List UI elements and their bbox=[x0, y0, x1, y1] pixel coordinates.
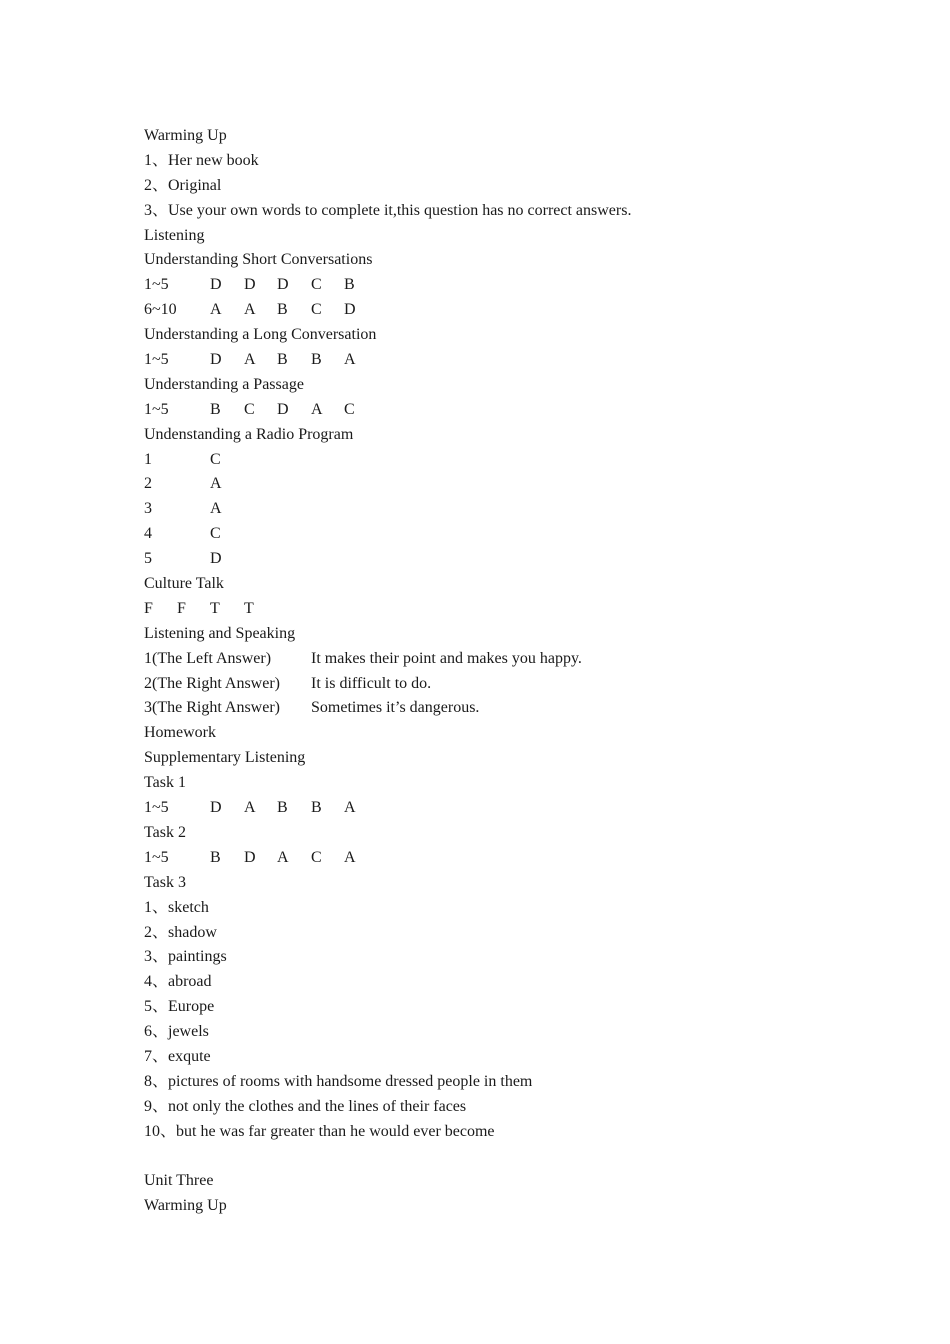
answer: F bbox=[177, 599, 186, 617]
answer: A bbox=[277, 848, 289, 866]
answer: A bbox=[210, 475, 222, 493]
task3-item: 4、abroad bbox=[144, 973, 212, 991]
answer: B bbox=[344, 276, 355, 294]
unit-three-warming-up-heading: Warming Up bbox=[144, 1197, 227, 1215]
true-false-row bbox=[144, 597, 904, 622]
answer-row bbox=[144, 672, 904, 697]
task3-item: 6、jewels bbox=[144, 1023, 209, 1041]
answer: C bbox=[311, 276, 322, 294]
warming-up-heading: Warming Up bbox=[144, 127, 227, 144]
answer: A bbox=[344, 799, 356, 817]
warming-up-item: 3、Use your own words to complete it,this question has no correct answers. bbox=[144, 201, 632, 219]
answer: D bbox=[210, 276, 222, 294]
task3-item: 7、exqute bbox=[144, 1047, 211, 1065]
answer: D bbox=[210, 550, 222, 568]
listening-heading: Listening bbox=[144, 226, 205, 244]
task3-item: 10、but he was far greater than he would ever become bbox=[144, 1122, 495, 1140]
warming-up-item: 1、Her new book bbox=[144, 151, 259, 169]
answer: B bbox=[277, 351, 288, 369]
answer: B bbox=[311, 351, 322, 369]
answer: C bbox=[210, 450, 221, 468]
answer: A bbox=[344, 848, 356, 866]
answer-row-label: 5 bbox=[144, 550, 152, 568]
task3-item: 5、Europe bbox=[144, 998, 215, 1016]
answer: C bbox=[210, 525, 221, 543]
supplementary-listening-heading: Supplementary Listening bbox=[144, 749, 306, 767]
answer: C bbox=[344, 400, 355, 418]
answer: It is difficult to do. bbox=[311, 674, 432, 692]
answer-row bbox=[144, 273, 904, 298]
answer-row-label: 1~5 bbox=[144, 848, 169, 866]
answer-row-label: 2 bbox=[144, 475, 152, 493]
answer: A bbox=[311, 400, 323, 418]
answer: It makes their point and makes you happy. bbox=[311, 649, 582, 667]
answer-row bbox=[144, 472, 904, 497]
answer: D bbox=[277, 400, 289, 418]
task2-heading: Task 2 bbox=[144, 823, 186, 841]
answer-row-label: 1~5 bbox=[144, 799, 169, 817]
answer-row bbox=[144, 846, 904, 871]
radio-program-heading: Undenstanding a Radio Program bbox=[144, 425, 354, 443]
answer-row-label: 4 bbox=[144, 525, 152, 543]
answer: D bbox=[277, 276, 289, 294]
answer: A bbox=[344, 351, 356, 369]
document-page bbox=[144, 124, 904, 1219]
short-conversations-heading: Understanding Short Conversations bbox=[144, 251, 373, 269]
blank-line bbox=[144, 1145, 904, 1170]
answer-row bbox=[144, 298, 904, 323]
answer: D bbox=[344, 301, 356, 319]
answer-row bbox=[144, 448, 904, 473]
answer: B bbox=[277, 799, 288, 817]
answer-row-label: 1 bbox=[144, 450, 152, 468]
answer-row bbox=[144, 348, 904, 373]
answer-row-label: 1~5 bbox=[144, 400, 169, 418]
answer: D bbox=[244, 848, 256, 866]
task3-heading: Task 3 bbox=[144, 873, 186, 891]
answer-row-label: 1~5 bbox=[144, 351, 169, 369]
answer: A bbox=[244, 301, 256, 319]
answer: D bbox=[210, 351, 222, 369]
long-conversation-heading: Understanding a Long Conversation bbox=[144, 326, 377, 344]
answer: D bbox=[210, 799, 222, 817]
answer: B bbox=[210, 848, 221, 866]
answer: B bbox=[277, 301, 288, 319]
answer: T bbox=[210, 599, 220, 617]
warming-up-item: 2、Original bbox=[144, 176, 222, 194]
answer-row-label: 2(The Right Answer) bbox=[144, 674, 280, 692]
answer-row-label: 6~10 bbox=[144, 301, 177, 319]
answer: D bbox=[244, 276, 256, 294]
answer-row bbox=[144, 696, 904, 721]
answer-row bbox=[144, 796, 904, 821]
answer-row-label: 1(The Left Answer) bbox=[144, 649, 272, 667]
homework-heading: Homework bbox=[144, 724, 216, 742]
answer-row-label: 3(The Right Answer) bbox=[144, 699, 280, 717]
answer: A bbox=[210, 500, 222, 518]
answer-row bbox=[144, 647, 904, 672]
answer-row-label: 1~5 bbox=[144, 276, 169, 294]
task3-item: 9、not only the clothes and the lines of their faces bbox=[144, 1097, 467, 1115]
answer: A bbox=[210, 301, 222, 319]
answer-row bbox=[144, 398, 904, 423]
answer: T bbox=[244, 599, 254, 617]
task3-item: 8、pictures of rooms with handsome dressed people in them bbox=[144, 1072, 533, 1090]
answer: C bbox=[311, 301, 322, 319]
answer: F bbox=[144, 599, 153, 617]
task3-item: 1、sketch bbox=[144, 898, 209, 916]
answer: B bbox=[210, 400, 221, 418]
passage-heading: Understanding a Passage bbox=[144, 375, 304, 393]
answer: A bbox=[244, 351, 256, 369]
answer-row bbox=[144, 522, 904, 547]
answer: B bbox=[311, 799, 322, 817]
answer: C bbox=[311, 848, 322, 866]
unit-three-heading: Unit Three bbox=[144, 1172, 214, 1190]
task1-heading: Task 1 bbox=[144, 774, 186, 792]
answer: A bbox=[244, 799, 256, 817]
answer: C bbox=[244, 400, 255, 418]
answer-row bbox=[144, 547, 904, 572]
answer-row-label: 3 bbox=[144, 500, 152, 518]
task3-item: 2、shadow bbox=[144, 923, 217, 941]
task3-item: 3、paintings bbox=[144, 948, 227, 966]
listening-speaking-heading: Listening and Speaking bbox=[144, 624, 296, 642]
answer-row bbox=[144, 497, 904, 522]
answer: Sometimes it’s dangerous. bbox=[311, 699, 480, 717]
culture-talk-heading: Culture Talk bbox=[144, 575, 224, 593]
